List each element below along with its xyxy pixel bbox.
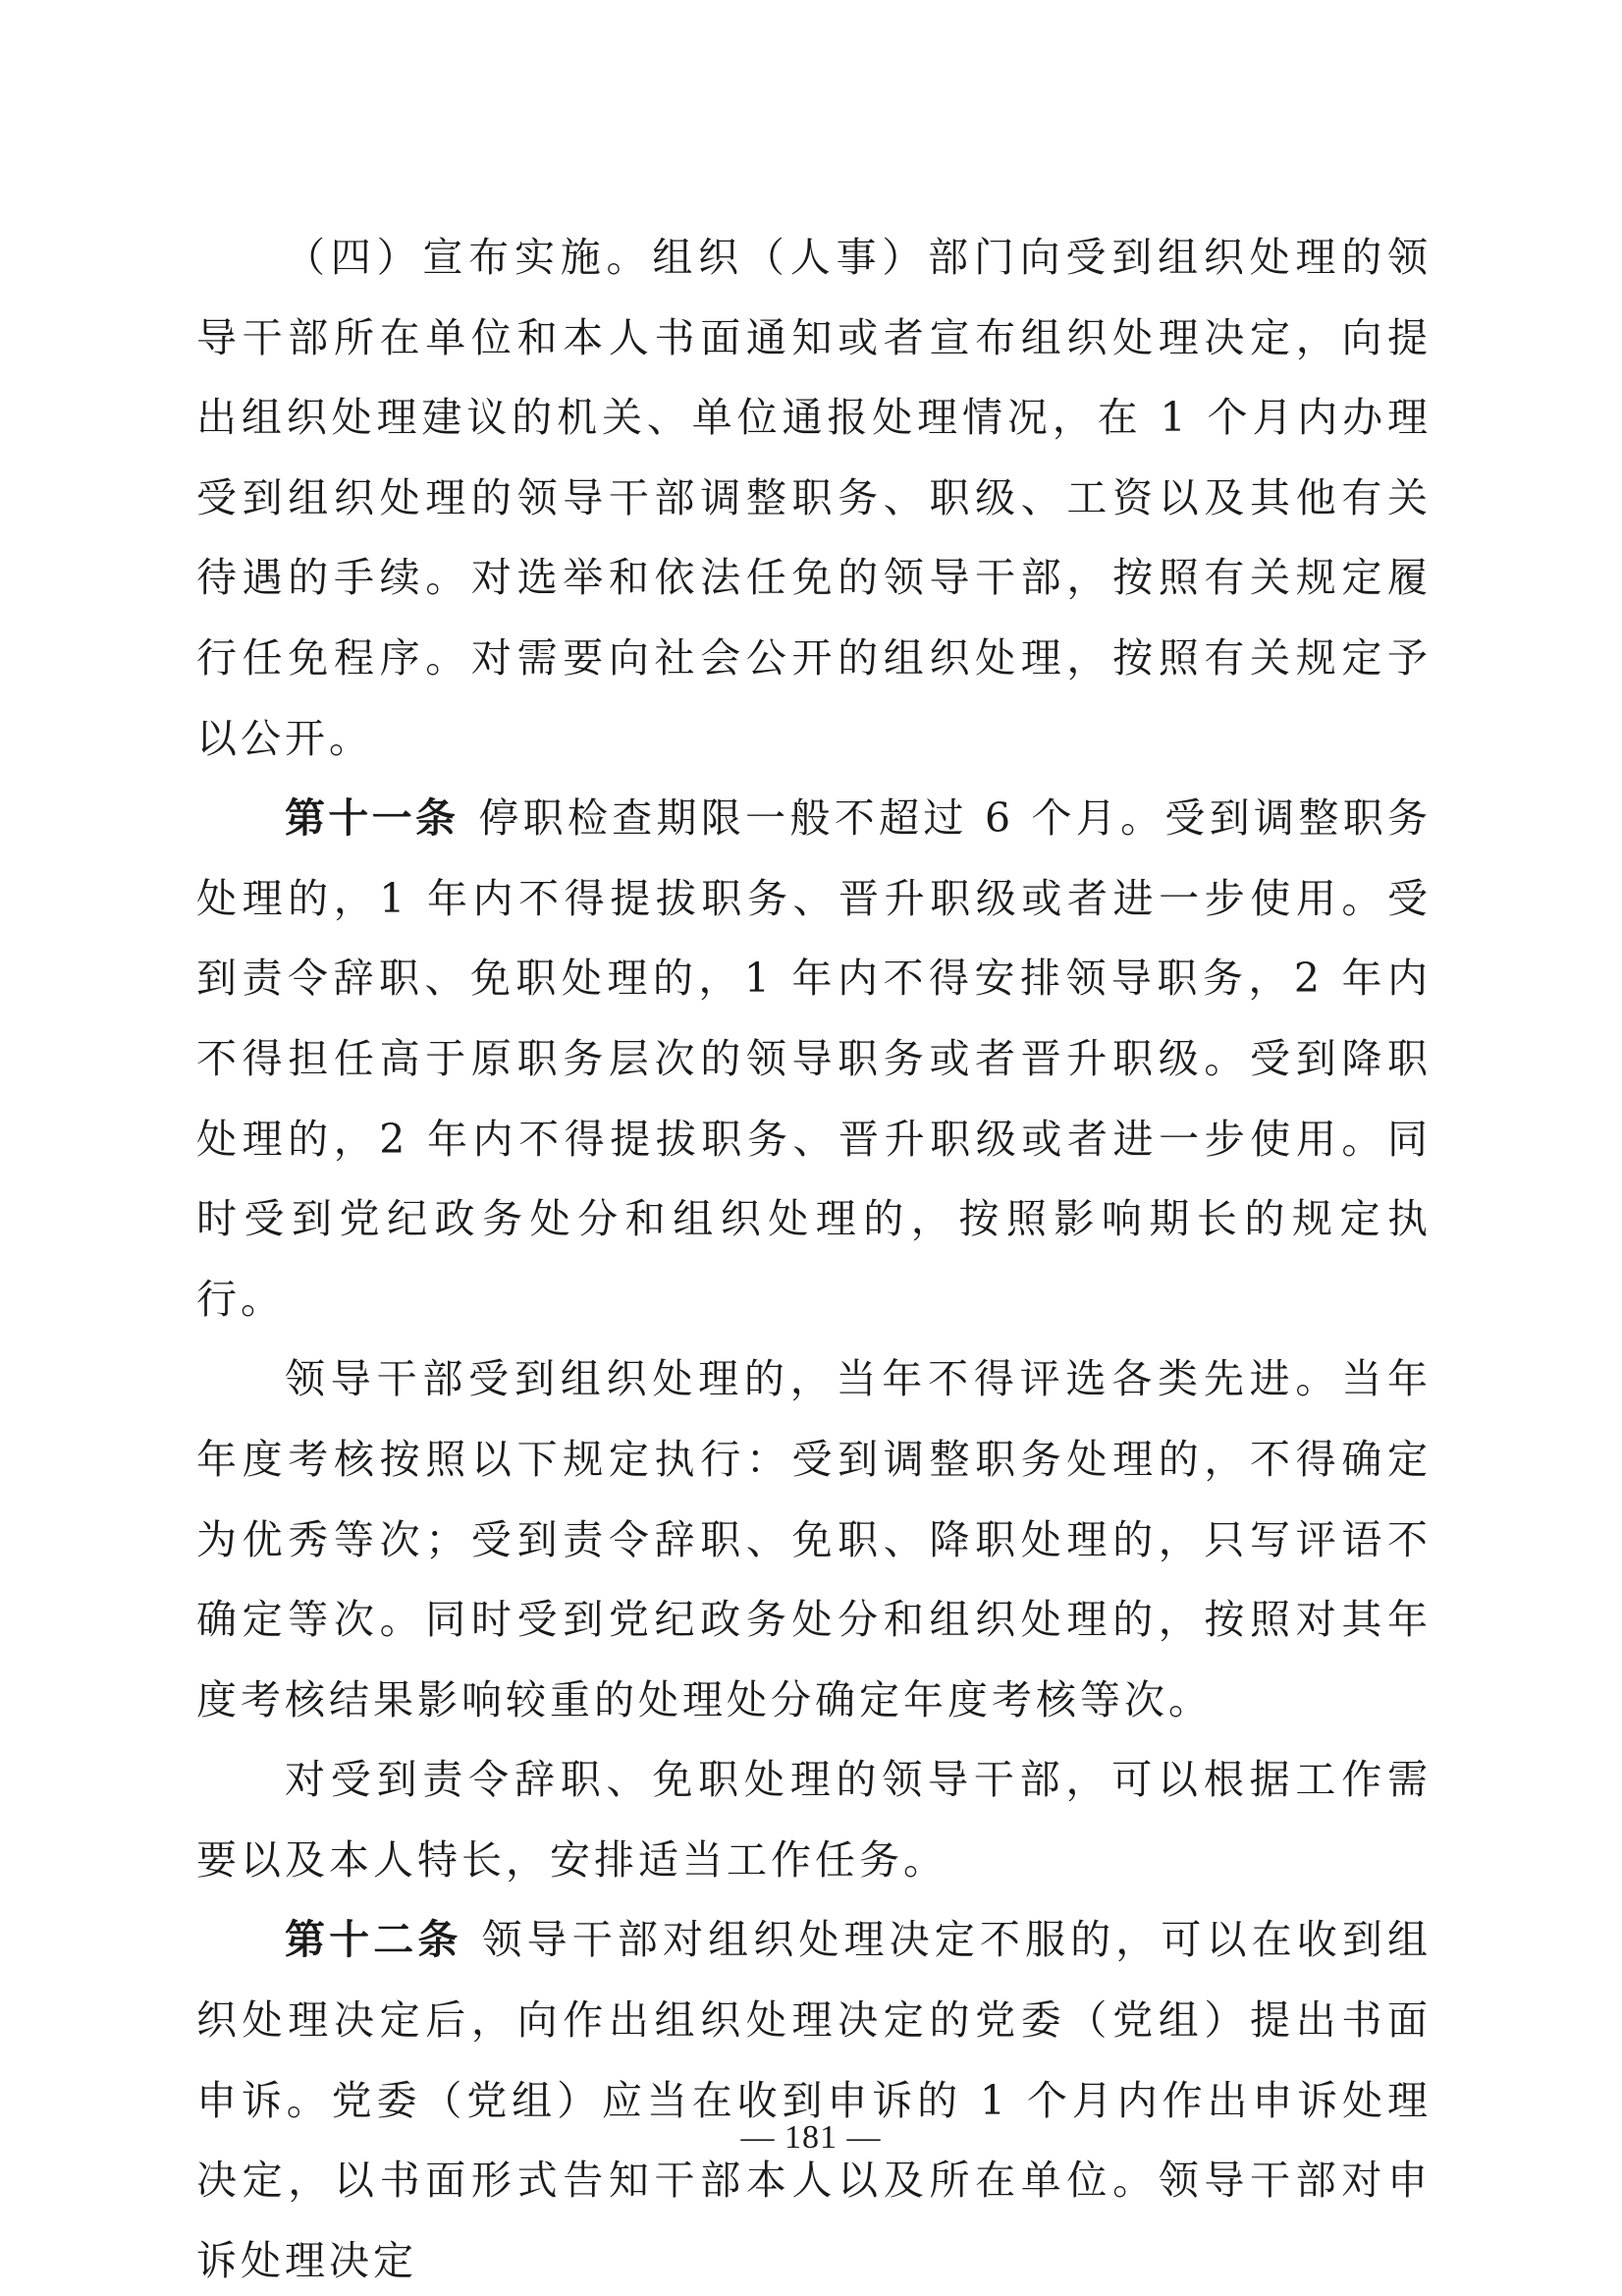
paragraph-evaluation [196,1339,1432,1740]
paragraph-text: 领导干部对组织处理决定不服的，可以在收到组织处理决定后，向作出组织处理决定的党委（党组）提出书面申诉。党委（党组）应当在收到申诉的 1 个月内作出申诉处理决定，以书面形式告知干部本人以及所在单位。领导干部对申诉处理决定 [196,1916,1432,2284]
paragraph-assignment [196,1740,1432,1900]
article-heading: 第十一条 [285,794,460,843]
paragraph-text: 停职检查期限一般不超过 6 个月。受到调整职务处理的，1 年内不得提拔职务、晋升职级或者进一步使用。受到责令辞职、免职处理的，1 年内不得安排领导职务，2 年内不得担任高于原职务层次的领导职务或者晋升职级。受到降职处理的，2 年内不得提拔职务、晋升职级或者进一步使用。同时受到党纪政务处分和组织处理的，按照影响期长的规定执行。 [196,794,1433,1323]
paragraph-announcement [196,218,1432,779]
paragraph-article-11 [196,779,1432,1339]
paragraph-article-12 [196,1900,1432,2296]
page-number: — 181 — [740,2119,882,2156]
document-body [196,218,1432,2296]
paragraph-text: 领导干部受到组织处理的，当年不得评选各类先进。当年年度考核按照以下规定执行：受到调整职务处理的，不得确定为优秀等次；受到责令辞职、免职、降职处理的，只写评语不确定等次。同时受到党纪政务处分和组织处理的，按照对其年度考核结果影响较重的处理处分确定年度考核等次。 [196,1355,1432,1723]
article-heading: 第十二条 [285,1916,462,1964]
paragraph-text: （四）宣布实施。组织（人事）部门向受到组织处理的领导干部所在单位和本人书面通知或者宣布组织处理决定，向提出组织处理建议的机关、单位通报处理情况，在 1 个月内办理受到组织处理的领导干部调整职务、职级、工资以及其他有关待遇的手续。对选举和依法任免的领导干部，按照有关规定履行任免程序。对需要向社会公开的组织处理，按照有关规定予以公开。 [196,234,1432,762]
paragraph-text: 对受到责令辞职、免职处理的领导干部，可以根据工作需要以及本人特长，安排适当工作任务。 [196,1756,1432,1884]
